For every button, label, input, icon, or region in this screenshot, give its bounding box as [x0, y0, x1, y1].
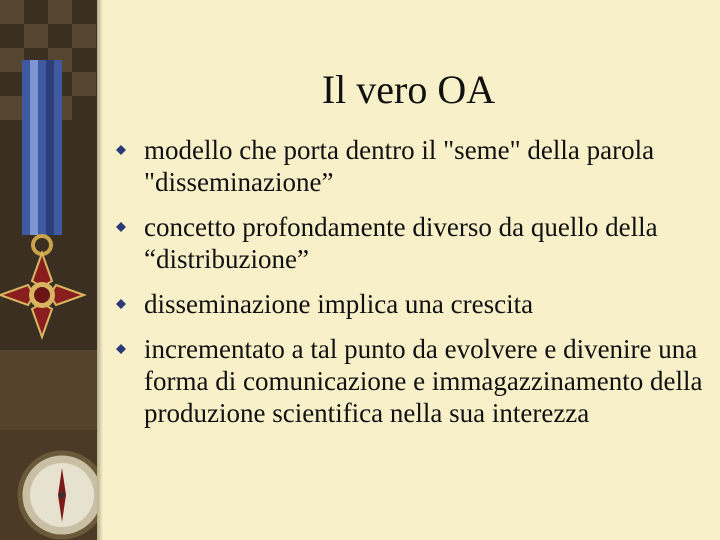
diamond-bullet-icon [116, 145, 126, 155]
bullet-text: incrementato a tal punto da evolvere e divenire una forma di comunicazione e immagazzinamento della produzione scientifica nella sua interezza [144, 334, 703, 428]
bullet-text: modello che porta dentro il "seme" della parola "disseminazione” [144, 135, 655, 197]
medals-compass-illustration [0, 0, 97, 540]
diamond-bullet-icon [116, 299, 126, 309]
bullet-item [114, 288, 704, 320]
bullet-item [114, 134, 704, 198]
bullet-text: disseminazione implica una crescita [144, 289, 534, 319]
bullet-item [114, 211, 704, 275]
diamond-bullet-icon [116, 222, 126, 232]
bullet-text: concetto profondamente diverso da quello della “distribuzione” [144, 212, 658, 274]
diamond-bullet-icon [116, 344, 126, 354]
bullet-item [114, 333, 704, 429]
slide-title: Il vero OA [321, 67, 496, 112]
side-decorative-photo [0, 0, 97, 540]
bullet-list [114, 134, 704, 442]
